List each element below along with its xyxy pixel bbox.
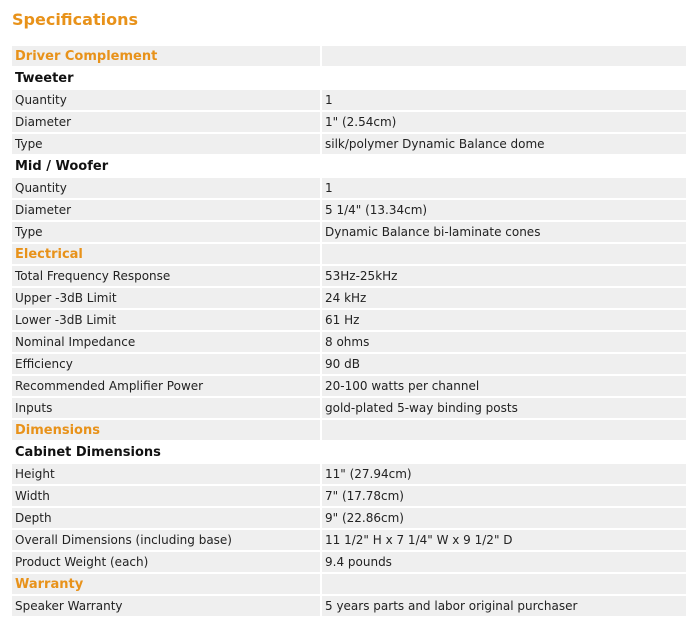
spec-value <box>320 46 686 66</box>
spec-value: 7" (17.78cm) <box>320 486 686 506</box>
spec-label: Diameter <box>12 200 320 220</box>
spec-value <box>320 244 686 264</box>
spec-label: Upper -3dB Limit <box>12 288 320 308</box>
spec-value <box>320 574 686 594</box>
spec-label: Recommended Amplifier Power <box>12 376 320 396</box>
spec-value <box>320 156 686 176</box>
spec-label: Efficiency <box>12 354 320 374</box>
spec-label: Product Weight (each) <box>12 552 320 572</box>
spec-row <box>12 552 686 572</box>
specifications-body <box>12 46 686 618</box>
spec-label: Quantity <box>12 178 320 198</box>
section-title: Warranty <box>12 574 320 594</box>
spec-row <box>12 376 686 396</box>
spec-value: 9.4 pounds <box>320 552 686 572</box>
spec-label: Overall Dimensions (including base) <box>12 530 320 550</box>
spec-label: Speaker Warranty <box>12 596 320 616</box>
spec-row <box>12 200 686 220</box>
section-title: Driver Complement <box>12 46 320 66</box>
spec-label: Height <box>12 464 320 484</box>
spec-row <box>12 134 686 154</box>
spec-label: Diameter <box>12 112 320 132</box>
spec-label: Width <box>12 486 320 506</box>
spec-row <box>12 596 686 616</box>
spec-value: 11 1/2" H x 7 1/4" W x 9 1/2" D <box>320 530 686 550</box>
spec-value <box>320 68 686 88</box>
spec-value <box>320 442 686 462</box>
spec-row <box>12 288 686 308</box>
spec-value: Dynamic Balance bi-laminate cones <box>320 222 686 242</box>
spec-value: 24 kHz <box>320 288 686 308</box>
spec-value: 90 dB <box>320 354 686 374</box>
group-header-row <box>12 442 686 462</box>
group-title: Cabinet Dimensions <box>12 442 320 462</box>
spec-row <box>12 332 686 352</box>
spec-row <box>12 530 686 550</box>
group-header-row <box>12 156 686 176</box>
spec-label: Quantity <box>12 90 320 110</box>
spec-value: 9" (22.86cm) <box>320 508 686 528</box>
spec-row <box>12 486 686 506</box>
section-header-row <box>12 420 686 440</box>
spec-label: Depth <box>12 508 320 528</box>
spec-value: 8 ohms <box>320 332 686 352</box>
spec-value: gold-plated 5-way binding posts <box>320 398 686 418</box>
specifications-table <box>12 46 686 618</box>
group-title: Tweeter <box>12 68 320 88</box>
spec-row <box>12 266 686 286</box>
spec-label: Nominal Impedance <box>12 332 320 352</box>
page-title: Specifications <box>12 10 138 29</box>
section-title: Dimensions <box>12 420 320 440</box>
spec-value <box>320 420 686 440</box>
section-header-row <box>12 244 686 264</box>
spec-value: 1 <box>320 178 686 198</box>
spec-row <box>12 90 686 110</box>
spec-row <box>12 464 686 484</box>
spec-row <box>12 310 686 330</box>
spec-value: 61 Hz <box>320 310 686 330</box>
section-title: Electrical <box>12 244 320 264</box>
spec-row <box>12 112 686 132</box>
group-header-row <box>12 68 686 88</box>
section-header-row <box>12 574 686 594</box>
spec-value: 20-100 watts per channel <box>320 376 686 396</box>
spec-label: Inputs <box>12 398 320 418</box>
spec-value: silk/polymer Dynamic Balance dome <box>320 134 686 154</box>
spec-row <box>12 508 686 528</box>
section-header-row <box>12 46 686 66</box>
spec-label: Total Frequency Response <box>12 266 320 286</box>
spec-label: Type <box>12 134 320 154</box>
spec-value: 1 <box>320 90 686 110</box>
spec-label: Lower -3dB Limit <box>12 310 320 330</box>
spec-value: 5 years parts and labor original purchaser <box>320 596 686 616</box>
spec-row <box>12 222 686 242</box>
spec-label: Type <box>12 222 320 242</box>
spec-value: 5 1/4" (13.34cm) <box>320 200 686 220</box>
spec-value: 11" (27.94cm) <box>320 464 686 484</box>
spec-row <box>12 178 686 198</box>
spec-value: 53Hz-25kHz <box>320 266 686 286</box>
spec-row <box>12 354 686 374</box>
spec-row <box>12 398 686 418</box>
group-title: Mid / Woofer <box>12 156 320 176</box>
spec-value: 1" (2.54cm) <box>320 112 686 132</box>
